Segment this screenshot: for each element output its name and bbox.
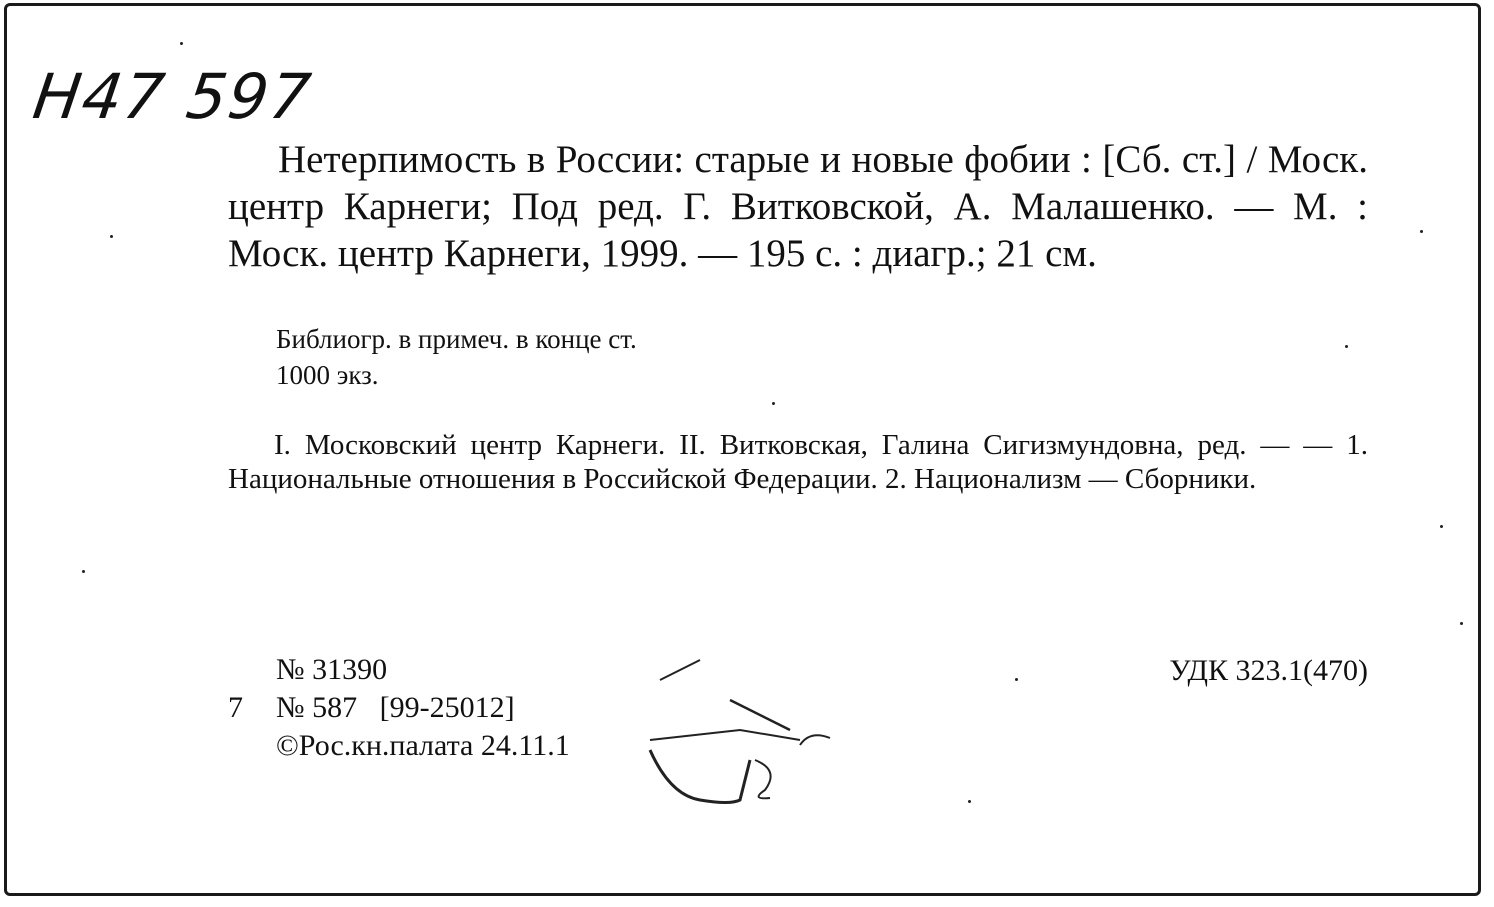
copyright-line: ©Рос.кн.палата 24.11.1	[276, 729, 570, 762]
order-number: № 587 [99-25012]	[276, 691, 515, 724]
speck	[1015, 678, 1018, 681]
speck	[180, 42, 183, 45]
speck	[1440, 525, 1443, 528]
udk-code: УДК 323.1(470)	[1169, 654, 1368, 687]
subject-tracings	[228, 428, 1368, 496]
entry-text: Нетерпимость в России: старые и новые фобии : [Сб. ст.] / Моск. центр Карнеги; Под ред. Г. Витковской, А. Малашенко. — М. : Моск. центр Карнеги, 1999. — 195 с. : диагр.; 21 см.	[228, 138, 1368, 275]
speck	[968, 800, 971, 803]
handwritten-shelfmark-top: Н47 597	[28, 60, 317, 133]
line-prefix: 7	[228, 691, 243, 724]
tracings-text: I. Московский центр Карнеги. II. Витковская, Галина Сигизмундовна, ред. — — 1. Национальные отношения в Российской Федерации. 2. Национализм — Сборники.	[228, 429, 1368, 495]
record-number: № 31390	[276, 653, 388, 686]
bibliographic-entry	[228, 136, 1368, 277]
speck	[1420, 230, 1423, 233]
speck	[110, 235, 113, 238]
speck	[1460, 622, 1463, 625]
stamp-scribble	[640, 620, 840, 820]
note-copies: 1000 экз.	[276, 360, 379, 390]
speck	[772, 402, 775, 405]
speck	[1345, 345, 1348, 348]
note-bibliography: Библиогр. в примеч. в конце ст.	[276, 324, 637, 354]
speck	[82, 570, 85, 573]
